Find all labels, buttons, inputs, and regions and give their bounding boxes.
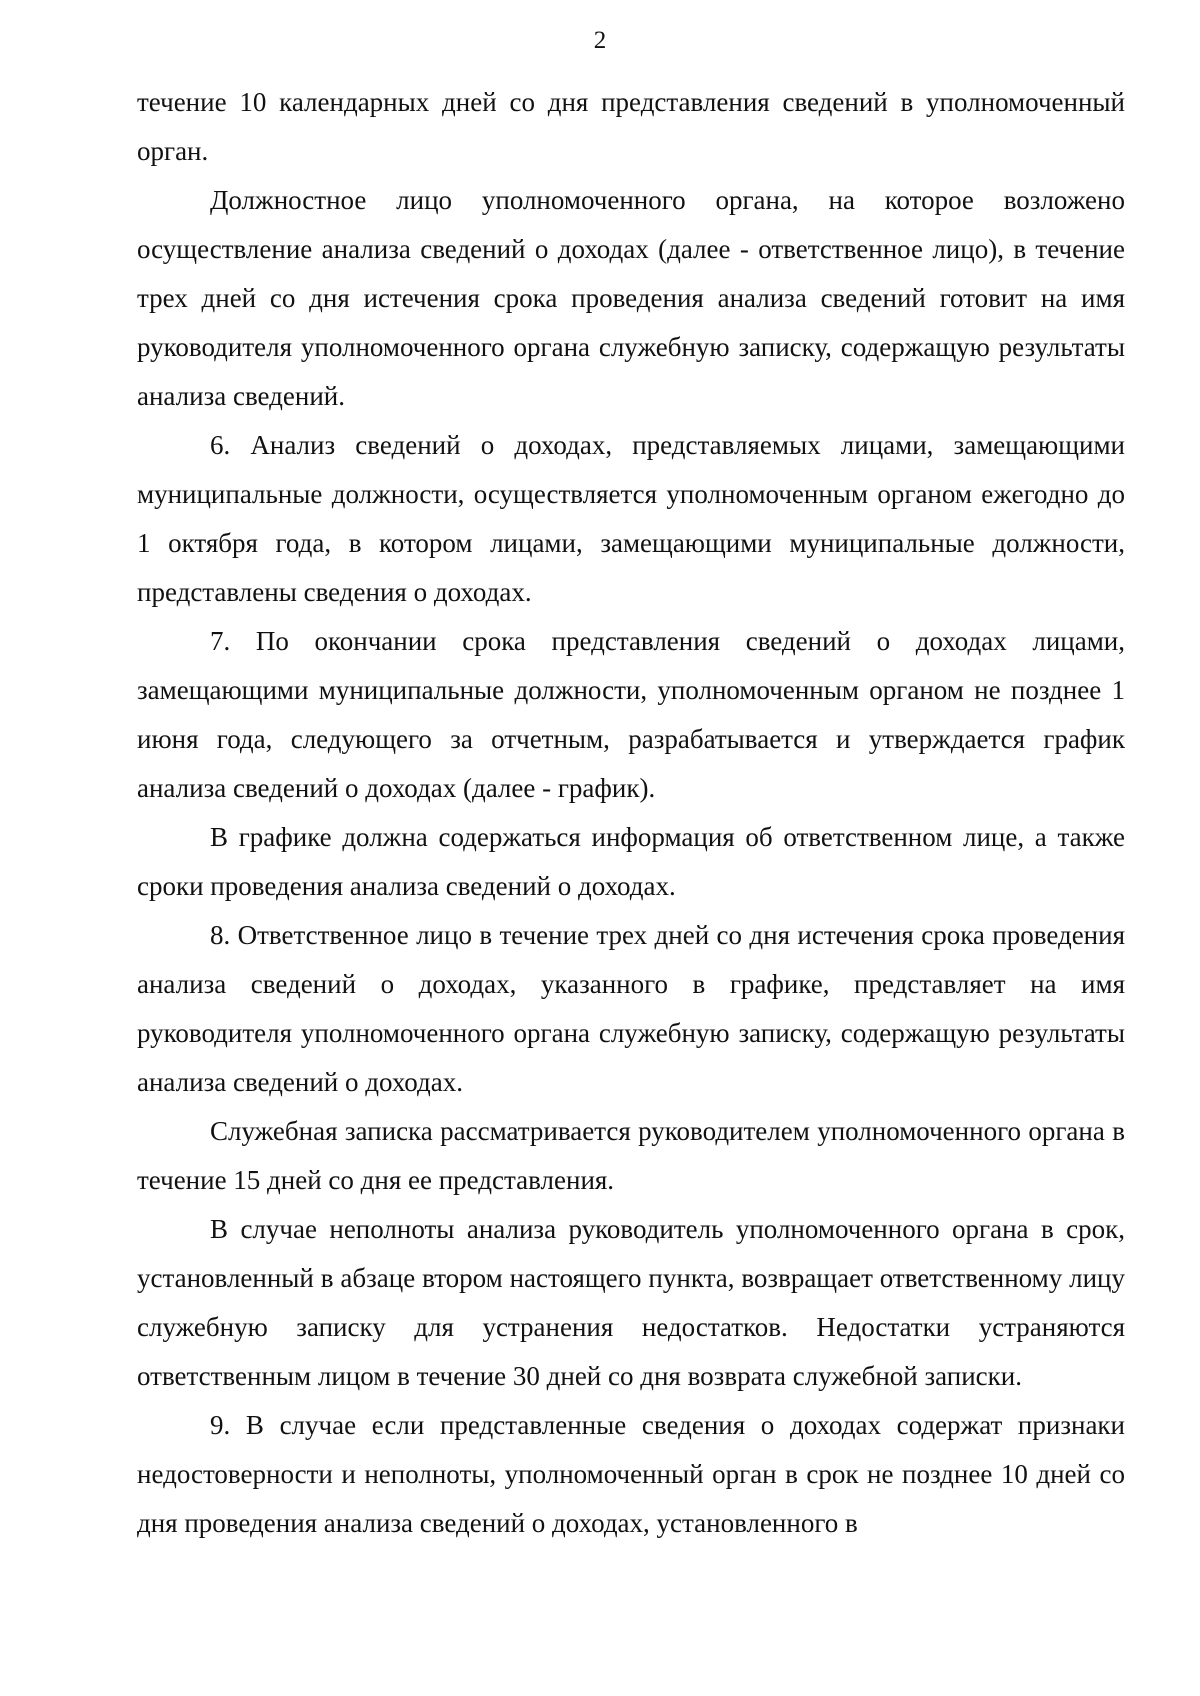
- paragraph-continuation: течение 10 календарных дней со дня представления сведений в уполномоченный орган.: [137, 87, 1125, 166]
- paragraph-memo-review: Служебная записка рассматривается руководителем уполномоченного органа в течение 15 дней со дня ее представления.: [137, 1116, 1125, 1195]
- paragraph-item-7: 7. По окончании срока представления сведений о доходах лицами, замещающими муниципальные должности, уполномоченным органом не позднее 1 июня года, следующего за отчетным, разрабатывается и утверждается график анализа сведений о доходах (далее - график).: [137, 626, 1125, 803]
- page-number: 2: [593, 27, 607, 54]
- paragraph-item-9: 9. В случае если представленные сведения о доходах содержат признаки недостоверности и неполноты, уполномоченный орган в срок не позднее 10 дней со дня проведения анализа сведений о доходах, установленного в: [137, 1410, 1125, 1538]
- paragraph-item-8: 8. Ответственное лицо в течение трех дней со дня истечения срока проведения анализа сведений о доходах, указанного в графике, представляет на имя руководителя уполномоченного органа служебную записку, содержащую результаты анализа сведений о доходах.: [137, 920, 1125, 1097]
- paragraph-responsible-person: Должностное лицо уполномоченного органа, на которое возложено осуществление анализа сведений о доходах (далее - ответственное лицо), в течение трех дней со дня истечения срока проведения анализа сведений готовит на имя руководителя уполномоченного органа служебную записку, содержащую результаты анализа сведений.: [137, 185, 1125, 411]
- document-body: [137, 78, 1125, 1548]
- paragraph-item-6: 6. Анализ сведений о доходах, представляемых лицами, замещающими муниципальные должности, осуществляется уполномоченным органом ежегодно до 1 октября года, в котором лицами, замещающими муниципальные должности, представлены сведения о доходах.: [137, 430, 1125, 607]
- paragraph-incomplete-analysis: В случае неполноты анализа руководитель уполномоченного органа в срок, установленный в абзаце втором настоящего пункта, возвращает ответственному лицу служебную записку для устранения недостатков. Недостатки устраняются ответственным лицом в течение 30 дней со дня возврата служебной записки.: [137, 1214, 1125, 1391]
- paragraph-schedule-info: В графике должна содержаться информация об ответственном лице, а также сроки проведения анализа сведений о доходах.: [137, 822, 1125, 901]
